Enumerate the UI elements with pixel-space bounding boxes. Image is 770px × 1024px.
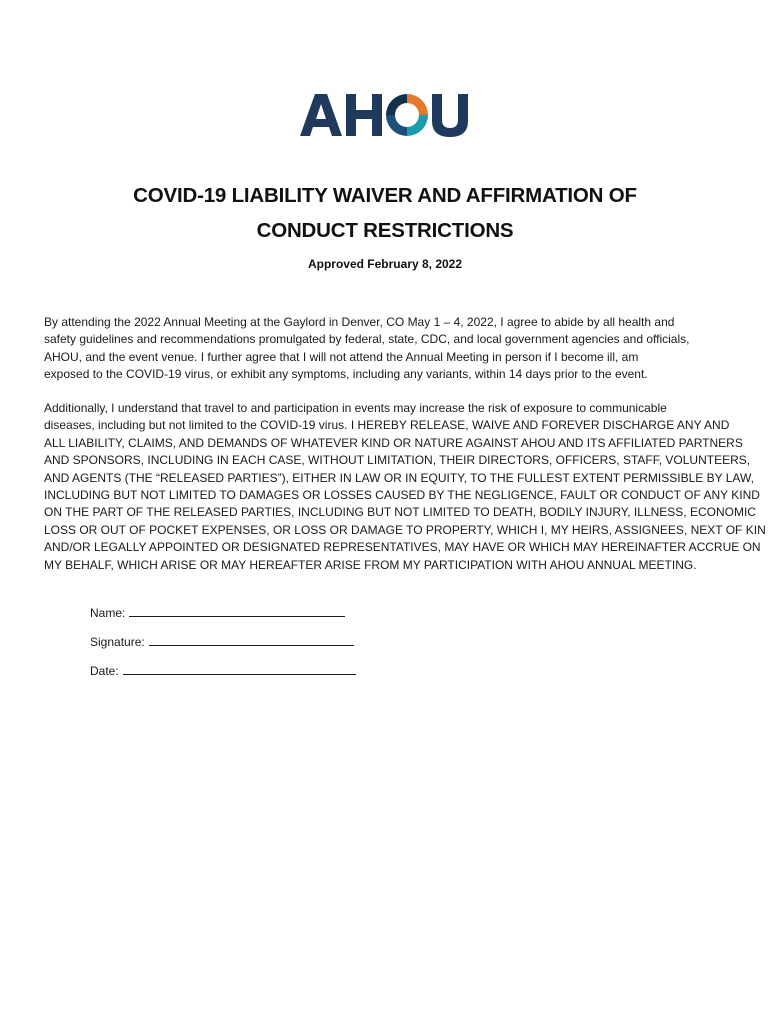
title-line-2: CONDUCT RESTRICTIONS: [256, 219, 514, 242]
paragraph-liability-release: [44, 400, 766, 574]
paragraph-line: MY BEHALF, WHICH ARISE OR MAY HEREAFTER ARISE FROM MY PARTICIPATION WITH AHOU ANNUAL MEETING.: [44, 557, 697, 572]
paragraph-line: safety guidelines and recommendations promulgated by federal, state, CDC, and local government agencies and officials,: [44, 332, 690, 347]
date-field-row: [90, 662, 356, 678]
approval-date: Approved February 8, 2022: [307, 257, 463, 271]
name-label: Name:: [90, 606, 126, 620]
ahou-logo: [300, 92, 470, 138]
ahou-logo-graphic: [300, 92, 470, 138]
paragraph-line: AND SPONSORS, INCLUDING IN EACH CASE, WITHOUT LIMITATION, THEIR DIRECTORS, OFFICERS, STAFF, VOLUNTEERS,: [44, 453, 751, 468]
signature-field-row: [90, 633, 354, 649]
paragraph-line: ALL LIABILITY, CLAIMS, AND DEMANDS OF WHATEVER KIND OR NATURE AGAINST AHOU AND ITS AFFILIATED PARTNERS: [44, 435, 743, 450]
name-line[interactable]: [129, 604, 345, 617]
paragraph-line: AND AGENTS (THE “RELEASED PARTIES”), EITHER IN LAW OR IN EQUITY, TO THE FULLEST EXTENT PERMISSIBLE BY LAW,: [44, 470, 754, 485]
title-line-1: COVID-19 LIABILITY WAIVER AND AFFIRMATION OF: [133, 184, 637, 207]
paragraph-line: Additionally, I understand that travel to and participation in events may increase the risk of exposure to communicable: [44, 401, 667, 415]
paragraph-line: AHOU, and the event venue. I further agree that I will not attend the Annual Meeting in person if I become ill, am: [44, 349, 639, 364]
logo-letter-h: [346, 94, 382, 136]
paragraph-line: INCLUDING BUT NOT LIMITED TO DAMAGES OR LOSSES CAUSED BY THE NEGLIGENCE, FAULT OR CONDUCT OF ANY KIND: [44, 488, 760, 503]
paragraph-line: exposed to the COVID-19 virus, or exhibit any symptoms, including any variants, within 14 days prior to the event.: [44, 367, 648, 382]
paragraph-line: ON THE PART OF THE RELEASED PARTIES, INCLUDING BUT NOT LIMITED TO DEATH, BODILY INJURY, ILLNESS, ECONOMIC: [44, 505, 756, 520]
logo-ring-o: [386, 94, 428, 136]
date-line[interactable]: [123, 662, 356, 675]
paragraph-line: LOSS OR OUT OF POCKET EXPENSES, OR LOSS OR DAMAGE TO PROPERTY, WHICH I, MY HEIRS, ASSIGNEES, NEXT OF KIN: [44, 522, 766, 537]
paragraph-line: By attending the 2022 Annual Meeting at the Gaylord in Denver, CO May 1 – 4, 2022, I agree to abide by all health and: [44, 315, 675, 329]
signature-label: Signature:: [90, 635, 145, 649]
logo-letter-u: [432, 94, 468, 137]
logo-letter-a: [300, 94, 342, 136]
signature-line[interactable]: [149, 633, 354, 646]
paragraph-line: diseases, including but not limited to the COVID-19 virus. I HEREBY RELEASE, WAIVE AND FOREVER DISCHARGE ANY AND: [44, 418, 730, 433]
date-label: Date:: [90, 664, 119, 678]
name-field-row: [90, 604, 345, 620]
document-title: [60, 178, 710, 248]
paragraph-line: AND/OR LEGALLY APPOINTED OR DESIGNATED REPRESENTATIVES, MAY HAVE OR WHICH MAY HEREINAFTER ACCRUE ON: [44, 540, 761, 555]
paragraph-attendance-agreement: [44, 314, 734, 384]
